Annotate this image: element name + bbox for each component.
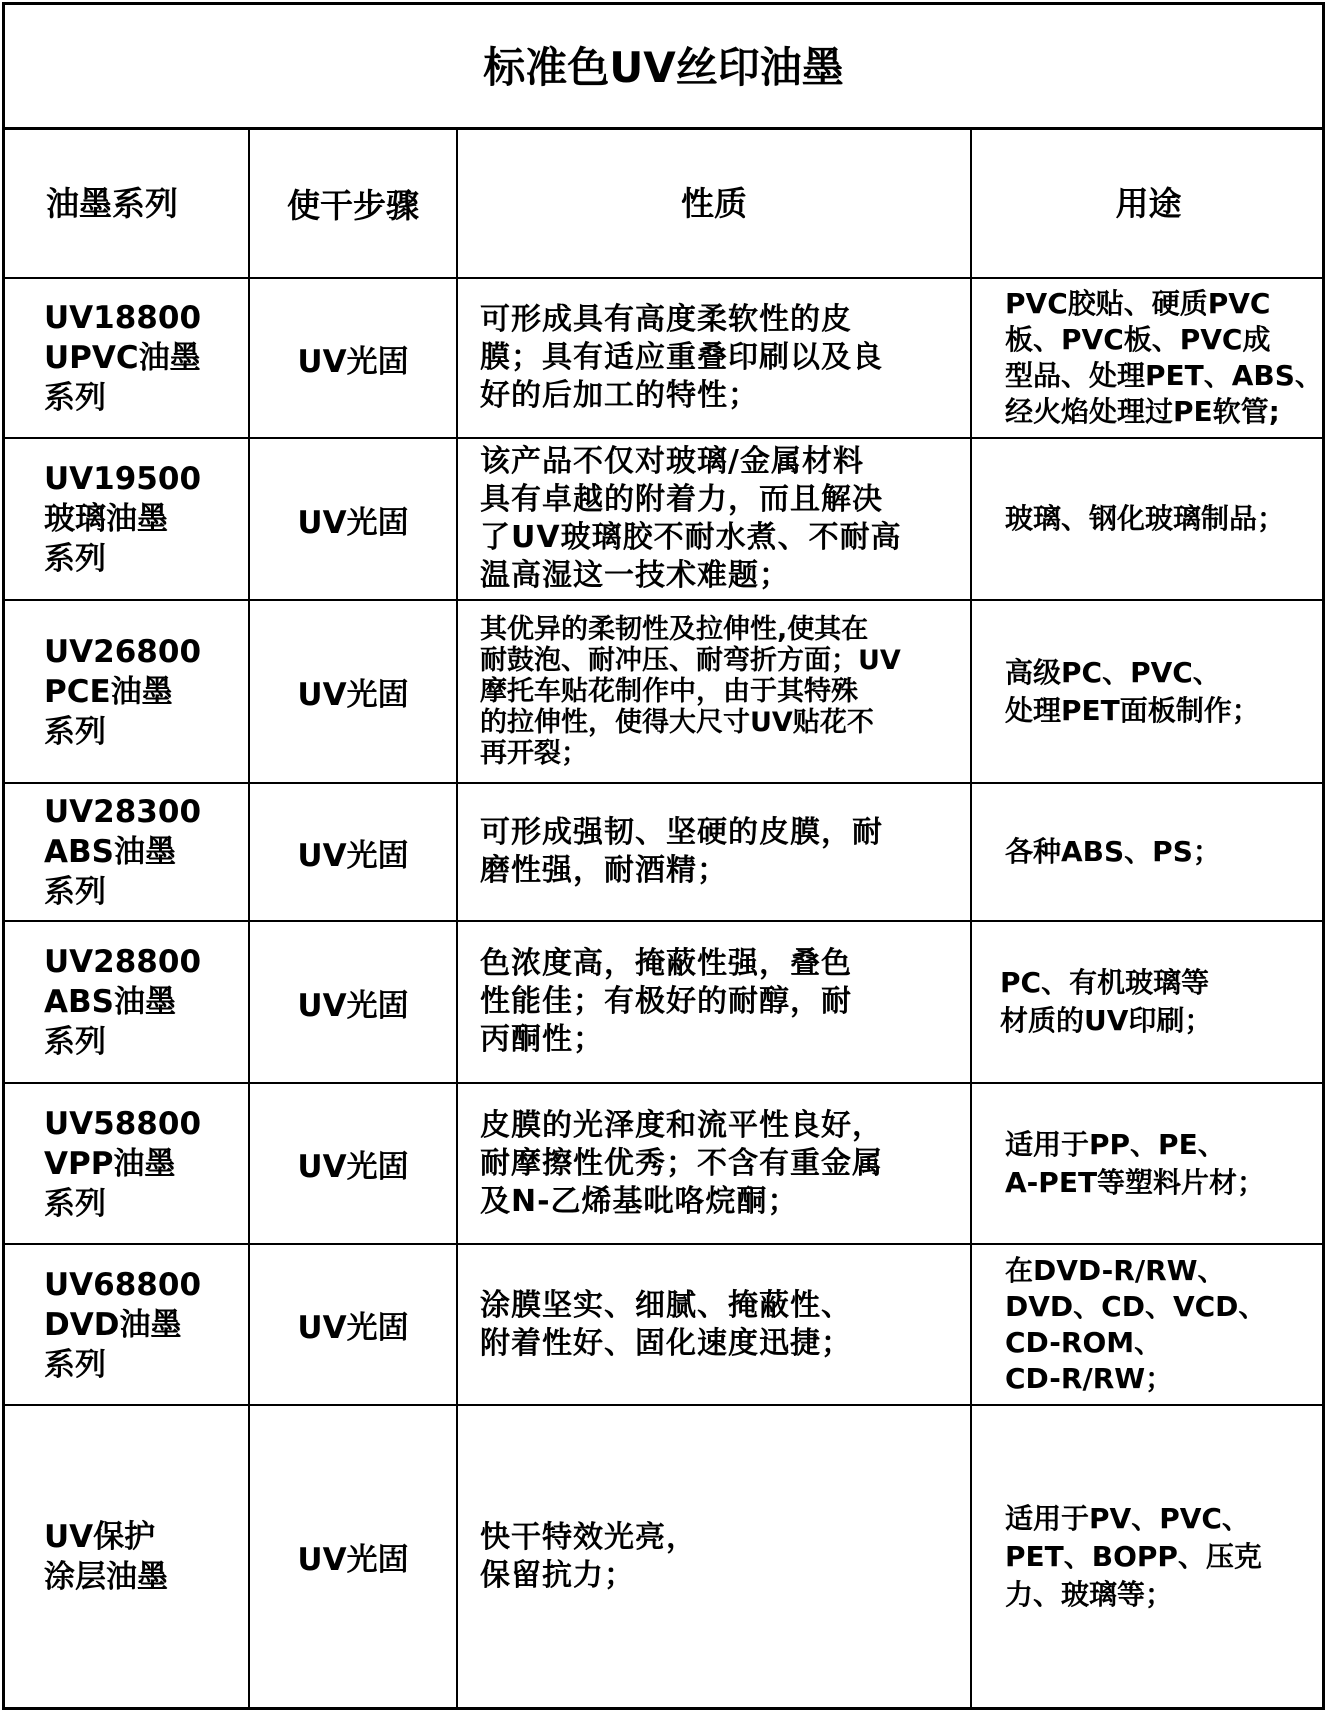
usage-cell: 各种ABS、PS；: [1005, 835, 1221, 868]
drying-cell: UV光固: [297, 1310, 409, 1346]
drying-cell: UV光固: [297, 504, 409, 541]
properties-cell: 色浓度高，掩蔽性强，叠色 性能佳；有极好的耐醇，耐 丙酮性；: [480, 946, 852, 1057]
series-cell: UV19500 玻璃油墨 系列: [44, 461, 202, 577]
usage-cell: 玻璃、钢化玻璃制品；: [1005, 502, 1286, 535]
drying-cell: UV光固: [297, 1149, 409, 1185]
properties-cell: 可形成强韧、坚硬的皮膜，耐 磨性强，耐酒精；: [480, 815, 883, 888]
drying-cell: UV光固: [297, 343, 409, 380]
properties-cell: 其优异的柔韧性及拉伸性,使其在 耐鼓泡、耐冲压、耐弯折方面；UV 摩托车贴花制作中，由于其特殊 的拉伸性，使得大尺寸UV贴花不 再开裂；: [480, 614, 901, 769]
series-cell: UV68800 DVD油墨 系列: [44, 1266, 202, 1383]
series-cell: UV保护 涂层油墨: [44, 1518, 168, 1595]
drying-cell: UV光固: [297, 987, 409, 1024]
drying-cell: UV光固: [297, 677, 409, 713]
properties-cell: 快干特效光亮， 保留抗力；: [480, 1519, 697, 1593]
usage-cell: PVC胶贴、硬质PVC 板、PVC板、PVC成 型品、处理PET、ABS、 经火焰处理过PE软管;: [1005, 287, 1323, 428]
usage-cell: PC、有机玻璃等 材质的UV印刷；: [1000, 966, 1213, 1037]
series-cell: UV58800 VPP油墨 系列: [44, 1105, 202, 1222]
usage-cell: 在DVD-R/RW、 DVD、CD、VCD、 CD-ROM、 CD-R/RW；: [1005, 1253, 1267, 1395]
usage-cell: 高级PC、PVC、 处理PET面板制作；: [1005, 655, 1260, 727]
properties-cell: 皮膜的光泽度和流平性良好， 耐摩擦性优秀；不含有重金属 及N-乙烯基吡咯烷酮；: [480, 1107, 883, 1219]
series-cell: UV18800 UPVC油墨 系列: [44, 300, 202, 416]
series-cell: UV26800 PCE油墨 系列: [44, 633, 202, 750]
header-usage: 用途: [1115, 183, 1182, 223]
properties-cell: 涂膜坚实、细腻、掩蔽性、 附着性好、固化速度迅捷；: [480, 1287, 852, 1361]
table-title: 标准色UV丝印油墨: [2, 2, 1325, 130]
series-cell: UV28300 ABS油墨 系列: [44, 794, 202, 910]
header-series: 油墨系列: [46, 183, 178, 223]
properties-cell: 该产品不仅对玻璃/金属材料 具有卓越的附着力，而且解决 了UV玻璃胶不耐水煮、不耐高 温高湿这一技术难题；: [480, 444, 902, 593]
drying-cell: UV光固: [297, 1542, 409, 1578]
header-drying: 使干步骤: [287, 186, 419, 225]
series-cell: UV28800 ABS油墨 系列: [44, 944, 202, 1060]
usage-cell: 适用于PP、PE、 A-PET等塑料片材；: [1005, 1127, 1266, 1199]
properties-cell: 可形成具有高度柔软性的皮 膜；具有适应重叠印刷以及良 好的后加工的特性；: [480, 302, 883, 413]
usage-cell: 适用于PV、PVC、 PET、BOPP、压克 力、玻璃等；: [1005, 1501, 1262, 1611]
header-properties: 性质: [681, 183, 747, 223]
drying-cell: UV光固: [297, 837, 409, 874]
